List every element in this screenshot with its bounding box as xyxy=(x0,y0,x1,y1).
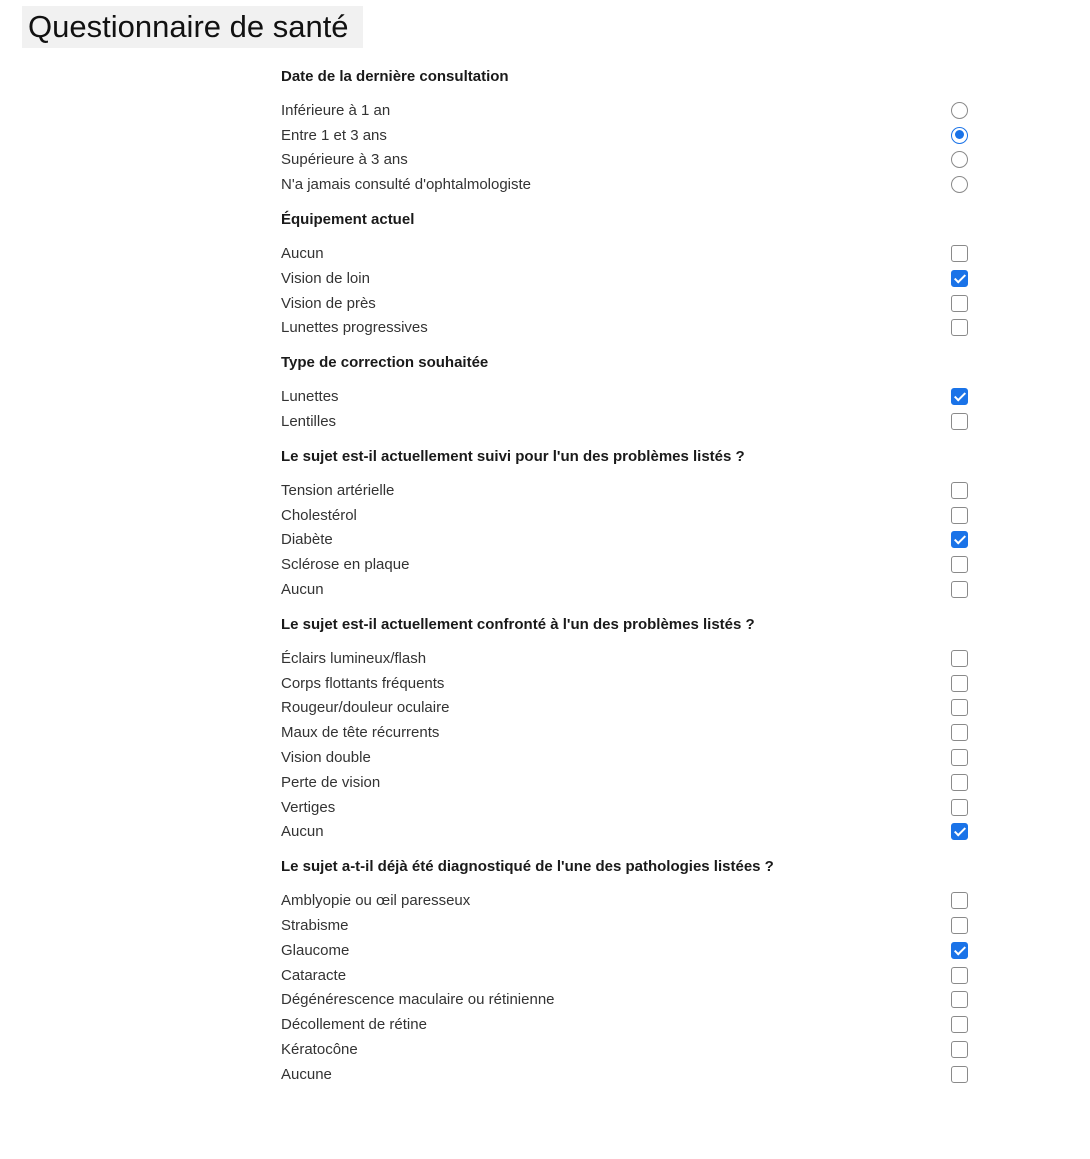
checkbox[interactable] xyxy=(951,531,968,548)
option-label: Supérieure à 3 ans xyxy=(281,151,408,169)
question-title: Le sujet est-il actuellement confronté à l'un des problèmes listés ? xyxy=(281,615,755,633)
radio-button[interactable] xyxy=(951,102,968,119)
option-label: Tension artérielle xyxy=(281,481,395,499)
option-row[interactable] xyxy=(281,316,971,341)
checkbox[interactable] xyxy=(951,1016,968,1033)
option-label: Décollement de rétine xyxy=(281,1016,427,1034)
option-row[interactable] xyxy=(281,266,971,291)
option-label: Vision de près xyxy=(281,294,376,312)
checkbox[interactable] xyxy=(951,581,968,598)
option-row[interactable] xyxy=(281,552,971,577)
option-label: Maux de tête récurrents xyxy=(281,724,440,742)
option-label: Strabisme xyxy=(281,917,349,935)
option-label: Diabète xyxy=(281,531,333,549)
checkbox[interactable] xyxy=(951,650,968,667)
checkbox[interactable] xyxy=(951,1041,968,1058)
option-row[interactable] xyxy=(281,1012,971,1037)
questionnaire-form xyxy=(281,66,971,1087)
option-row[interactable] xyxy=(281,98,971,123)
option-row[interactable] xyxy=(281,963,971,988)
question-title: Le sujet a-t-il déjà été diagnostiqué de l'une des pathologies listées ? xyxy=(281,858,774,876)
option-row[interactable] xyxy=(281,913,971,938)
option-label: Sclérose en plaque xyxy=(281,556,410,574)
option-label: Cataracte xyxy=(281,966,347,984)
checkbox[interactable] xyxy=(951,799,968,816)
checkbox[interactable] xyxy=(951,774,968,791)
option-label: Inférieure à 1 an xyxy=(281,101,391,119)
checkbox[interactable] xyxy=(951,675,968,692)
option-label: Entre 1 et 3 ans xyxy=(281,126,387,144)
option-row[interactable] xyxy=(281,409,971,434)
option-label: Aucune xyxy=(281,1065,332,1083)
option-row[interactable] xyxy=(281,745,971,770)
checkbox[interactable] xyxy=(951,917,968,934)
checkbox[interactable] xyxy=(951,319,968,336)
option-row[interactable] xyxy=(281,770,971,795)
question-title: Type de correction souhaitée xyxy=(281,354,489,372)
option-row[interactable] xyxy=(281,291,971,316)
option-label: Vision double xyxy=(281,749,371,767)
checkbox[interactable] xyxy=(951,413,968,430)
radio-button[interactable] xyxy=(951,176,968,193)
checkbox[interactable] xyxy=(951,507,968,524)
option-row[interactable] xyxy=(281,720,971,745)
option-label: Amblyopie ou œil paresseux xyxy=(281,892,471,910)
option-row[interactable] xyxy=(281,888,971,913)
option-row[interactable] xyxy=(281,696,971,721)
option-row[interactable] xyxy=(281,1062,971,1087)
checkbox[interactable] xyxy=(951,556,968,573)
option-row[interactable] xyxy=(281,384,971,409)
option-label: Aucun xyxy=(281,245,324,263)
option-label: Glaucome xyxy=(281,941,350,959)
question-title: Équipement actuel xyxy=(281,211,415,229)
option-row[interactable] xyxy=(281,1037,971,1062)
option-row[interactable] xyxy=(281,503,971,528)
option-label: Lunettes progressives xyxy=(281,319,428,337)
checkbox[interactable] xyxy=(951,749,968,766)
option-label: Dégénérescence maculaire ou rétinienne xyxy=(281,991,555,1009)
option-row[interactable] xyxy=(281,795,971,820)
option-row[interactable] xyxy=(281,123,971,148)
page-title: Questionnaire de santé xyxy=(22,6,363,48)
checkbox[interactable] xyxy=(951,245,968,262)
option-row[interactable] xyxy=(281,938,971,963)
option-row[interactable] xyxy=(281,148,971,173)
checkbox[interactable] xyxy=(951,892,968,909)
option-row[interactable] xyxy=(281,172,971,197)
question-title: Le sujet est-il actuellement suivi pour l'un des problèmes listés ? xyxy=(281,447,745,465)
option-label: Aucun xyxy=(281,823,324,841)
option-label: Aucun xyxy=(281,581,324,599)
question-section xyxy=(281,352,971,434)
checkbox[interactable] xyxy=(951,388,968,405)
option-label: Vision de loin xyxy=(281,269,370,287)
question-title: Date de la dernière consultation xyxy=(281,68,509,85)
option-row[interactable] xyxy=(281,528,971,553)
option-row[interactable] xyxy=(281,478,971,503)
question-section xyxy=(281,446,971,602)
question-section xyxy=(281,209,971,340)
checkbox[interactable] xyxy=(951,270,968,287)
option-label: N'a jamais consulté d'ophtalmologiste xyxy=(281,176,532,194)
option-row[interactable] xyxy=(281,241,971,266)
question-section xyxy=(281,614,971,844)
checkbox[interactable] xyxy=(951,699,968,716)
question-section xyxy=(281,66,971,197)
checkbox[interactable] xyxy=(951,482,968,499)
checkbox[interactable] xyxy=(951,1066,968,1083)
option-label: Cholestérol xyxy=(281,506,357,524)
radio-button[interactable] xyxy=(951,151,968,168)
option-label: Lunettes xyxy=(281,388,339,406)
option-row[interactable] xyxy=(281,577,971,602)
checkbox[interactable] xyxy=(951,295,968,312)
option-label: Vertiges xyxy=(281,798,336,816)
option-label: Lentilles xyxy=(281,413,337,431)
option-label: Perte de vision xyxy=(281,773,381,791)
radio-button[interactable] xyxy=(951,127,968,144)
option-label: Éclairs lumineux/flash xyxy=(281,649,427,667)
checkbox[interactable] xyxy=(951,823,968,840)
option-row[interactable] xyxy=(281,988,971,1013)
question-section xyxy=(281,856,971,1086)
checkbox[interactable] xyxy=(951,942,968,959)
option-row[interactable] xyxy=(281,646,971,671)
checkbox[interactable] xyxy=(951,724,968,741)
option-row[interactable] xyxy=(281,820,971,845)
option-label: Kératocône xyxy=(281,1041,358,1058)
option-label: Corps flottants fréquents xyxy=(281,674,445,692)
option-label: Rougeur/douleur oculaire xyxy=(281,699,450,717)
checkbox[interactable] xyxy=(951,991,968,1008)
option-row[interactable] xyxy=(281,671,971,696)
checkbox[interactable] xyxy=(951,967,968,984)
